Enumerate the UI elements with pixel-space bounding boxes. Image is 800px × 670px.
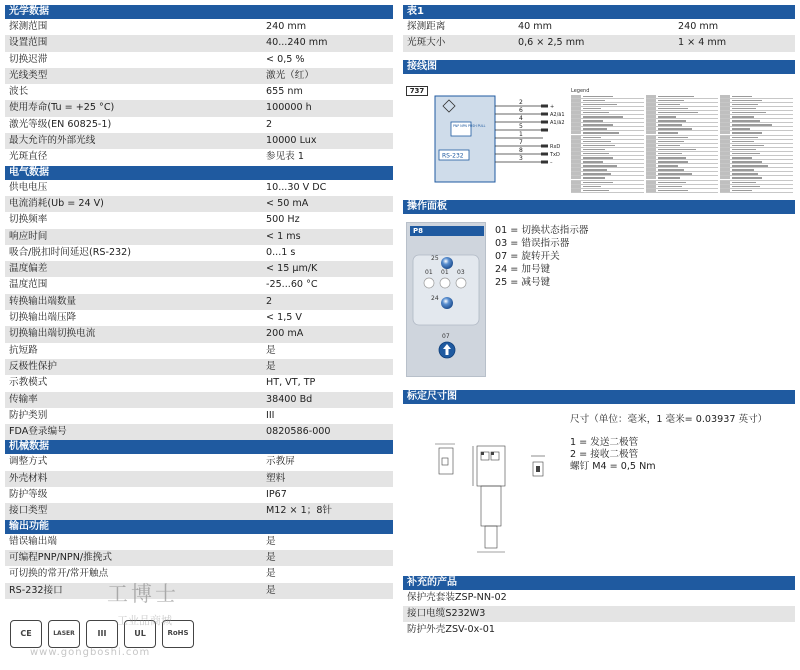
row-key: 接口类型: [9, 505, 48, 517]
wiring-diagram-panel: [403, 78, 795, 194]
row-value: 是: [266, 535, 276, 547]
table-row: [5, 133, 393, 149]
legend-line: [720, 189, 793, 193]
table-row: [5, 487, 393, 503]
row-value-far: 1 × 4 mm: [678, 37, 727, 49]
wiring-legend: [571, 88, 793, 194]
plus-key[interactable]: [441, 297, 453, 309]
row-key: 切换迟滞: [9, 53, 48, 65]
row-key: 可编程PNP/NPN/推挽式: [9, 551, 112, 563]
left-column: [5, 5, 393, 599]
pin-number: 8: [519, 146, 523, 154]
section-accessories-title: 补充的产品: [403, 576, 795, 590]
dimensions-legend: [570, 414, 767, 473]
rs232-box-label: RS-232: [442, 152, 464, 160]
row-key: 波长: [9, 86, 29, 98]
table-row: [5, 424, 393, 440]
row-key: RS-232接口: [9, 584, 63, 596]
table-row: [5, 359, 393, 375]
row-value-far: 240 mm: [678, 21, 719, 32]
row-key: 转换输出端数量: [9, 295, 77, 307]
electrical-table: [5, 180, 393, 441]
legend-column: [571, 95, 644, 193]
row-value: 0820586-000: [266, 426, 331, 438]
dimension-drawing: [433, 422, 563, 570]
pin-number: 6: [519, 106, 523, 114]
dimensions-block: [403, 408, 795, 576]
pin-number: 2: [519, 98, 523, 106]
legend-column: [720, 95, 793, 193]
row-key: 光斑大小: [407, 37, 446, 49]
row-key: 光斑直径: [9, 151, 48, 163]
row-value: 激光（红）: [266, 69, 314, 81]
legend-item: 07 = 旋转开关: [495, 250, 560, 262]
minus-key[interactable]: [441, 257, 453, 269]
legend-item: 24 = 加号键: [495, 263, 551, 275]
row-value: 0...1 s: [266, 246, 296, 258]
dimensions-note: 尺寸（单位：毫米，1 毫米= 0.03937 英寸）: [570, 413, 768, 425]
row-key: 设置范围: [9, 37, 48, 49]
row-key: 供电电压: [9, 181, 48, 193]
indicator-label: 03: [457, 268, 465, 276]
legend-line: [646, 189, 719, 193]
accessory-row[interactable]: [403, 622, 795, 638]
row-value: 是: [266, 344, 276, 356]
table-row: [5, 375, 393, 391]
table-row: [5, 392, 393, 408]
laser-class-icon: LASER: [48, 620, 80, 648]
row-value: 是: [266, 568, 276, 580]
row-value: 示教屏: [266, 456, 295, 468]
row-value: 40...240 mm: [266, 37, 328, 49]
accessories-table: [403, 590, 795, 639]
table-row: [5, 408, 393, 424]
ul-listed-icon: UL: [124, 620, 156, 648]
table-row: [5, 180, 393, 196]
legend-title: Legend: [571, 87, 590, 94]
row-value: 100000 h: [266, 102, 312, 114]
section-electrical-title: 电气数据: [5, 166, 393, 180]
row-value: 655 nm: [266, 86, 303, 98]
table-row: [5, 343, 393, 359]
table-row: [5, 149, 393, 165]
row-value: 500 Hz: [266, 214, 300, 226]
accessory-name: 接口电缆S232W3: [407, 607, 486, 619]
table-row: [5, 471, 393, 487]
rohs-icon: RoHS: [162, 620, 194, 648]
table-row: [5, 294, 393, 310]
row-key: 探测距离: [407, 21, 446, 32]
signal-label: RxD: [550, 143, 561, 150]
row-value: 是: [266, 360, 276, 372]
row-value: 是: [266, 551, 276, 563]
pin-number: 7: [519, 138, 523, 146]
right-column: [403, 5, 795, 638]
row-value: 2: [266, 295, 273, 307]
table-row: [5, 583, 393, 599]
table-row: [5, 84, 393, 100]
row-key: 传输率: [9, 393, 38, 405]
accessory-row[interactable]: [403, 590, 795, 606]
row-value: HT, VT, TP: [266, 377, 316, 389]
row-value: 200 mA: [266, 328, 304, 340]
row-key: 温度范围: [9, 279, 48, 291]
table-row: [5, 68, 393, 84]
table1-block: [403, 5, 795, 52]
signal-label: +: [550, 103, 555, 110]
sensor-control-panel: [406, 222, 486, 377]
section-output-title: 输出功能: [5, 520, 393, 534]
table-row: [5, 326, 393, 342]
row-key: FDA登录编号: [9, 426, 67, 438]
table-row: [5, 245, 393, 261]
table-row: [5, 534, 393, 550]
signal-label: –: [550, 159, 553, 166]
row-key: 最大允许的外部光线: [9, 135, 96, 147]
row-value-near: 0,6 × 2,5 mm: [518, 37, 585, 49]
table-row: [5, 550, 393, 566]
optical-table: [5, 19, 393, 166]
watermark-url: www.gongboshi.com: [30, 647, 151, 658]
table-row: [5, 100, 393, 116]
section-mechanical-title: 机械数据: [5, 440, 393, 454]
watermark-logo: 工博士: [107, 582, 179, 606]
row-key: 可切换的常开/常开触点: [9, 568, 109, 580]
section-optical-title: 光学数据: [5, 5, 393, 19]
row-key: 探测范围: [9, 21, 48, 32]
table-row: [5, 117, 393, 133]
row-value: M12 × 1；8针: [266, 505, 333, 517]
watermark-subtitle: 工业品商城: [117, 614, 172, 627]
row-key: 防护等级: [9, 489, 48, 501]
row-key: 激光等级(EN 60825-1): [9, 118, 112, 130]
table-row: [5, 212, 393, 228]
row-value: IP67: [266, 489, 287, 501]
row-value: < 1,5 V: [266, 312, 302, 324]
pin-number: 3: [519, 154, 523, 162]
pin-number: 5: [519, 122, 523, 130]
section-wiring-title: 接线图: [403, 60, 795, 74]
legend-line: [571, 189, 644, 193]
control-panel-drawing: [407, 237, 487, 377]
row-value: 是: [266, 584, 276, 596]
key-label: 25: [431, 254, 439, 262]
row-key: 温度偏差: [9, 263, 48, 275]
row-value: 10...30 V DC: [266, 181, 327, 193]
section-table1-title: 表1: [403, 5, 795, 19]
output-table: [5, 534, 393, 599]
row-value: III: [266, 409, 275, 421]
wiring-tag: 737: [406, 86, 428, 96]
row-key: 响应时间: [9, 230, 48, 242]
row-key: 光线类型: [9, 69, 48, 81]
signal-label: A2/ā1: [550, 111, 565, 118]
wiring-diagram: [433, 92, 563, 188]
row-key: 电流消耗(Ub = 24 V): [9, 197, 104, 209]
table-row: [5, 454, 393, 470]
row-value: 38400 Bd: [266, 393, 313, 405]
row-value-near: 40 mm: [518, 21, 552, 32]
row-key: 反极性保护: [9, 360, 57, 372]
pin-number: 4: [519, 114, 523, 122]
row-key: 外壳材料: [9, 472, 48, 484]
table-row: [5, 52, 393, 68]
row-key: 调整方式: [9, 456, 48, 468]
legend-item: 螺钉 M4 = 0,5 Nm: [570, 460, 656, 472]
table-row: [5, 196, 393, 212]
row-key: 示教模式: [9, 377, 48, 389]
row-key: 错误输出端: [9, 535, 57, 547]
table-row: [5, 310, 393, 326]
table-row: [5, 261, 393, 277]
table-row: [403, 19, 795, 35]
table-row: [5, 19, 393, 35]
row-key: 切换输出端压降: [9, 312, 77, 324]
legend-item: 03 = 错误指示器: [495, 237, 570, 249]
operation-panel-block: [403, 218, 795, 390]
section-operation-title: 操作面板: [403, 200, 795, 214]
accessory-row[interactable]: [403, 606, 795, 622]
row-value: 参见表 1: [266, 151, 304, 163]
pin-number: 1: [519, 130, 523, 138]
table-row: [5, 503, 393, 519]
mode-box-label: PNP NPN PUSH PULL: [453, 123, 486, 128]
legend-column: [646, 95, 719, 193]
table-row: [5, 35, 393, 51]
row-key: 切换频率: [9, 214, 48, 226]
protection-class-icon: III: [86, 620, 118, 648]
row-value: 2: [266, 118, 273, 130]
legend-item: 2 = 接收二极管: [570, 448, 639, 460]
row-key: 切换输出端切换电流: [9, 328, 96, 340]
table-row: [5, 566, 393, 582]
signal-label: A1/ā2: [550, 119, 565, 126]
panel-tag: P8: [410, 226, 484, 236]
error-indicator: [456, 278, 466, 288]
operation-legend: [495, 224, 589, 289]
row-value: < 1 ms: [266, 230, 301, 242]
row-key: 抗短路: [9, 344, 38, 356]
legend-item: 1 = 发送二极管: [570, 436, 639, 448]
table-row: [403, 35, 795, 51]
row-value: 塑料: [266, 472, 286, 484]
accessory-name: 保护壳套装ZSP-NN-02: [407, 591, 507, 603]
section-dimensions-title: 标定尺寸图: [403, 390, 795, 404]
row-value: < 15 µm/K: [266, 263, 318, 275]
ce-mark-icon: CE: [10, 620, 42, 648]
signal-label: TxD: [550, 151, 560, 158]
table-row: [5, 277, 393, 293]
key-label: 24: [431, 294, 439, 302]
row-value: -25...60 °C: [266, 279, 318, 291]
switch-state-indicator: [424, 278, 434, 288]
row-value: 240 mm: [266, 21, 307, 32]
switch-label: 07: [442, 332, 450, 340]
mechanical-table: [5, 454, 393, 519]
switch-state-indicator: [440, 278, 450, 288]
row-value: < 0,5 %: [266, 53, 305, 65]
indicator-label: 01: [441, 268, 449, 276]
row-key: 吸合/脱扣时间延迟(RS-232): [9, 246, 131, 258]
row-value: 10000 Lux: [266, 135, 317, 147]
legend-item: 01 = 切换状态指示器: [495, 224, 589, 236]
row-key: 使用寿命(Tu = +25 °C): [9, 102, 115, 114]
row-key: 防护类别: [9, 409, 48, 421]
legend-item: 25 = 减号键: [495, 276, 551, 288]
row-value: < 50 mA: [266, 197, 309, 209]
accessory-name: 防护外壳ZSV-0x-01: [407, 624, 495, 636]
table-row: [5, 229, 393, 245]
indicator-label: 01: [425, 268, 433, 276]
legend-table: [571, 95, 793, 193]
